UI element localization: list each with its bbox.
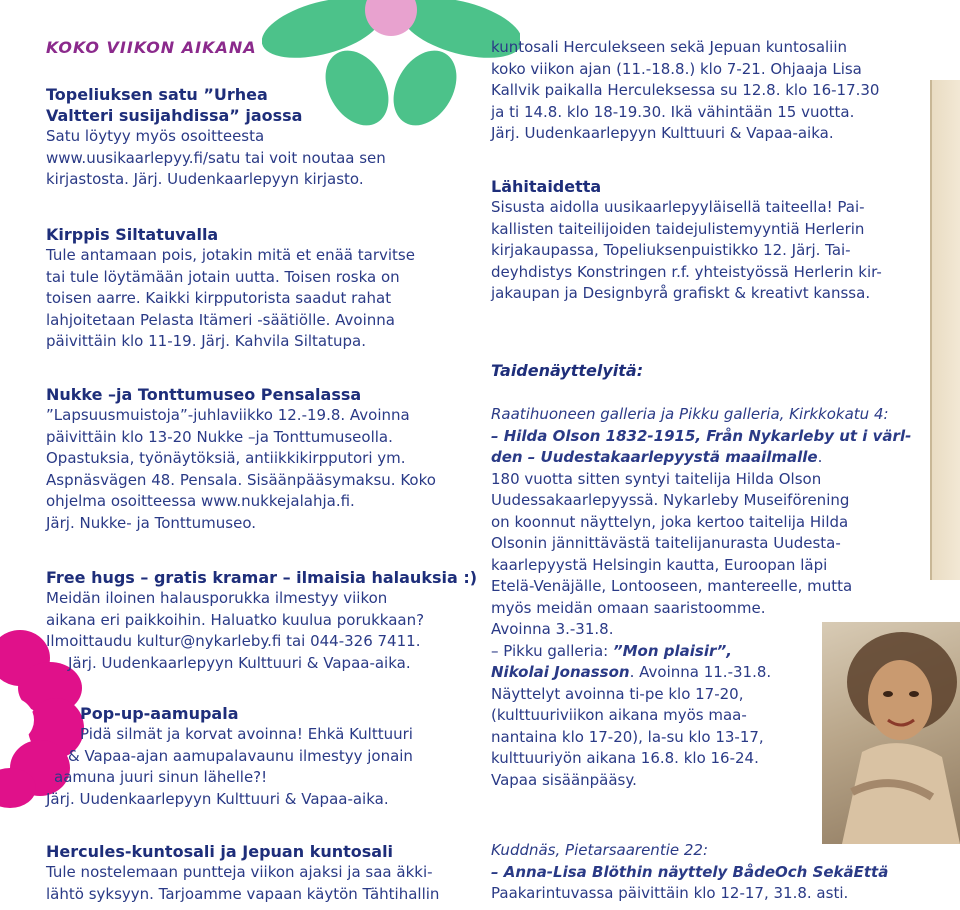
event-text: jakaupan ja Designbyrå grafiskt & kreativt kanssa. (491, 284, 871, 302)
exhibitions-heading: Taidenäyttelyitä: (491, 361, 644, 380)
exhibition-text: Vapaa sisäänpääsy. (491, 770, 637, 789)
exhibition-text: Olsonin jännittävästä taitelijanurasta Uudesta- (491, 534, 841, 552)
event-title: Hercules-kuntosali ja Jepuan kuntosali (46, 842, 394, 861)
event-text: lahjoitetaan Pelasta Itämeri -säätiölle. Avoinna (46, 310, 395, 329)
exhibition-text: kulttuuriyön aikana 16.8. klo 16-24. (491, 749, 759, 767)
event-text: Opastuksia, työnäytöksiä, antiikkikirpputori ym. (46, 449, 406, 467)
event-hercules (46, 841, 439, 905)
exhibition-text: Paakarintuvassa päivittäin klo 12-17, 31.8. asti. (491, 884, 849, 902)
event-text: Sisusta aidolla uusikaarlepyyläisellä taiteella! Pai- (491, 198, 865, 216)
event-text: Tule nostelemaan puntteja viikon ajaksi ja saa äkki- (46, 863, 433, 881)
exhibition-text: . Avoinna 11.-31.8. (629, 663, 772, 681)
event-text: lähtö syksyyn. Tarjoamme vapaan käytön Tähtihallin (46, 884, 440, 903)
event-text: & Vapaa-ajan aamupalavaunu ilmestyy jonain (68, 746, 413, 765)
exhibition-hilda: Raatihuoneen galleria ja Pikku galleria, Kirkkokatu 4: – Hilda Olson 1832-1915, Från Nykarleby ut i värl- den – Uudestakaarlepyystä maailmalle. 180 vuotta sitten syntyi taitelija Hilda Olson Uudessakaarlepyyssä. Nykarleby Museiförening on koonnut näyttelyn, joka kertoo taitelija Hilda Olsonin jännittävästä taitelijanurasta Uudesta- kaarlepyystä Helsingin kautta, Euroopan läpi Etelä-Venäjälle, Lontooseen, mantereelle, mutta myös meidän omaan saaristoomme. Avoinna 3.-31.8. – Pikku galleria: ”Mon plaisir”, Nikolai Jonasson. Avoinna 11.-31.8. Näyttelyt avoinna ti-pe klo 17-20, (kulttuuriviikon aikana myös maa- nantaina klo 17-20), la-su klo 13-17, kulttuuriyön aikana 16.8. klo 16-24. Vapaa sisäänpääsy. (491, 404, 911, 791)
artist-name: Nikolai Jonasson (491, 663, 630, 681)
exhibition-text: Uudessakaarlepyyssä. Nykarleby Museiförening (491, 491, 850, 509)
event-pop-up (46, 703, 413, 810)
event-text: koko viikon ajan (11.-18.8.) klo 7-21. Ohjaaja Lisa (491, 59, 862, 78)
event-link[interactable]: www.uusikaarlepyy.fi/satu tai voit noutaa sen (46, 148, 386, 167)
event-satu (46, 84, 386, 191)
event-text: Järj. Uudenkaarlepyyn Kulttuuri & Vapaa-aika. (491, 124, 834, 142)
exhibition-text: Avoinna 3.-31.8. (491, 620, 614, 638)
exhibition-text: on koonnut näyttelyn, joka kertoo taitelija Hilda (491, 512, 849, 531)
event-title: Topeliuksen satu ”Urhea (46, 85, 268, 104)
exhibition-text: kaarlepyystä Helsingin kautta, Euroopan läpi (491, 555, 828, 574)
event-title: Kirppis Siltatuvalla (46, 225, 219, 244)
event-text: kuntosali Herculekseen sekä Jepuan kuntosaliin (491, 38, 848, 56)
event-title: Free hugs – gratis kramar – ilmaisia halauksia :) (46, 568, 478, 587)
event-text: kirjastosta. Järj. Uudenkaarlepyyn kirjasto. (46, 170, 364, 188)
event-text: Järj. Nukke- ja Tonttumuseo. (46, 513, 256, 532)
exhibition-text: myös meidän omaan saaristoomme. (491, 598, 766, 617)
event-text: ja ti 14.8. klo 18-19.30. Ikä vähintään 15 vuotta. (491, 102, 855, 121)
exhibition-text: Etelä-Venäjälle, Lontooseen, mantereelle, mutta (491, 577, 853, 595)
event-title: Valtteri susijahdissa” jaossa (46, 106, 303, 125)
event-text: Kallvik paikalla Herculeksessa su 12.8. klo 16-17.30 (491, 81, 880, 99)
event-text: Järj. Uudenkaarlepyyn Kulttuuri & Vapaa-aika. (46, 789, 389, 808)
exhibition-text: – Pikku galleria: (491, 641, 613, 660)
event-text: kallisten taiteilijoiden taidejulistemyyntiä Herlerin (491, 219, 865, 238)
exhibition-anna-lisa (491, 840, 888, 905)
week-heading: KOKO VIIKON AIKANA (46, 38, 257, 57)
event-title: Pop-up-aamupala (80, 704, 239, 723)
gym-continued (491, 37, 879, 145)
event-title: Lähitaidetta (491, 177, 602, 196)
event-text: Tule antamaan pois, jotakin mitä et enää tarvitse (46, 246, 415, 264)
event-free-hugs (46, 567, 477, 674)
event-text: toisen aarre. Kaikki kirpputorista saadut rahat (46, 289, 392, 307)
event-text: kirjakaupassa, Topeliuksenpuistikko 12. Järj. Tai- (491, 241, 851, 259)
event-text: Järj. Uudenkaarlepyyn Kulttuuri & Vapaa-aika. (68, 653, 411, 672)
event-text: päivittäin klo 13-20 Nukke –ja Tonttumuseolla. (46, 427, 393, 446)
event-text: aamuna juuri sinun lähelle?! (54, 768, 268, 786)
exhibition-place: Kuddnäs, Pietarsaarentie 22: (491, 841, 709, 859)
framed-art-edge (930, 80, 960, 580)
exhibition-text: Näyttelyt avoinna ti-pe klo 17-20, (491, 684, 744, 703)
event-text: päivittäin klo 11-19. Järj. Kahvila Siltatupa. (46, 332, 366, 350)
event-text: Satu löytyy myös osoitteesta (46, 127, 265, 145)
event-kirppis (46, 224, 415, 353)
event-text: Pidä silmät ja korvat avoinna! Ehkä Kulttuuri (80, 725, 413, 743)
event-contact[interactable]: Ilmoittaudu kultur@nykarleby.fi tai 044-326 7411. (46, 632, 421, 650)
exhibition-title: – Anna-Lisa Blöthin näyttely BådeOch SekäEttä (491, 862, 889, 881)
event-text: ”Lapsuusmuistoja”-juhlaviikko 12.-19.8. Avoinna (46, 406, 410, 424)
exhibition-text: nantaina klo 17-20), la-su klo 13-17, (491, 727, 764, 746)
event-lahitaidetta (491, 176, 882, 305)
exhibition-title: ”Mon plaisir”, (612, 641, 733, 660)
event-text: aikana eri paikkoihin. Haluatko kuulua porukkaan? (46, 610, 425, 629)
exhibition-title: – Hilda Olson 1832-1915, Från Nykarleby ut i värl- (491, 426, 912, 445)
exhibition-text: 180 vuotta sitten syntyi taitelija Hilda Olson (491, 469, 822, 488)
exhibition-text: (kulttuuriviikon aikana myös maa- (491, 706, 747, 724)
event-text: tai tule löytämään jotain uutta. Toisen roska on (46, 267, 400, 286)
event-title: Nukke –ja Tonttumuseo Pensalassa (46, 385, 362, 404)
exhibition-place: Raatihuoneen galleria ja Pikku galleria, Kirkkokatu 4: (491, 405, 889, 423)
event-text: deyhdistys Konstringen r.f. yhteistyössä Herlerin kir- (491, 262, 882, 281)
event-text: Meidän iloinen halausporukka ilmestyy viikon (46, 589, 388, 607)
event-link[interactable]: ohjelma osoitteessa www.nukkejalahja.fi. (46, 492, 355, 510)
exhibition-title: den – Uudestakaarlepyystä maailmalle (491, 448, 818, 466)
event-text: Aspnäsvägen 48. Pensala. Sisäänpääsymaksu. Koko (46, 470, 436, 489)
event-nukke (46, 384, 436, 534)
